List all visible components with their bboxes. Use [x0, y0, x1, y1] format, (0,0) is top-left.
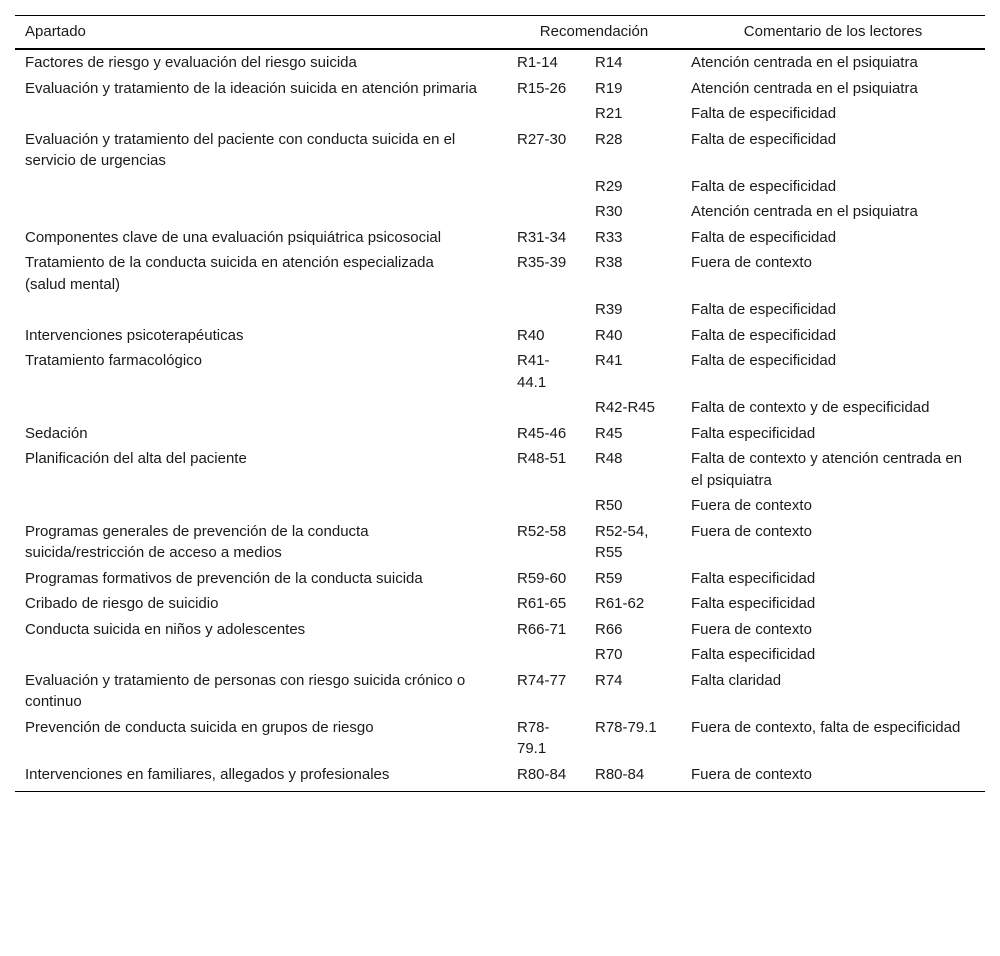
cell-comentario: Falta claridad: [691, 671, 782, 689]
cell-apartado: [15, 395, 507, 421]
cell-recomendacion: R74: [595, 671, 623, 689]
cell-recomendacion: R30: [595, 203, 623, 220]
cell-comentario: Falta de especificidad: [691, 301, 837, 318]
cell-comentario: Falta de especificidad: [691, 177, 837, 195]
cell-rango: R35-39: [517, 254, 567, 271]
table-row: [15, 297, 985, 323]
cell-apartado: Evaluación y tratamiento del paciente con conducta suicida en el servicio de urgencias: [25, 130, 456, 169]
cell-apartado: Componentes clave de una evaluación psiquiátrica psicosocial: [25, 228, 442, 246]
cell-recomendacion: R48: [595, 450, 623, 467]
cell-rango: R59-60: [517, 569, 567, 587]
cell-rango: R61-65: [517, 595, 567, 612]
table-row: [15, 174, 985, 200]
cell-recomendacion: R59: [595, 569, 623, 587]
table-row: [15, 566, 985, 592]
cell-rango: R48-51: [517, 450, 567, 467]
cell-comentario: Atención centrada en el psiquiatra: [691, 54, 918, 71]
table-row: [15, 591, 985, 617]
cell-comentario: Falta especificidad: [691, 595, 816, 612]
cell-rango: R78-79.1: [517, 718, 550, 757]
cell-rango: R45-46: [517, 424, 567, 442]
cell-comentario: Falta de contexto y atención centrada en el psiquiatra: [691, 450, 963, 489]
table-row: [15, 348, 985, 395]
cell-rango: [507, 493, 585, 519]
table-body: [15, 49, 985, 792]
table-row: [15, 199, 985, 225]
cell-apartado: [15, 642, 507, 668]
cell-apartado: Prevención de conducta suicida en grupos de riesgo: [25, 718, 374, 736]
table-row: [15, 250, 985, 297]
cell-comentario: Fuera de contexto: [691, 522, 812, 540]
table-row: [15, 519, 985, 566]
table-row: [15, 762, 985, 792]
cell-recomendacion: R50: [595, 497, 623, 514]
table-row: [15, 101, 985, 127]
cell-recomendacion: R42-R45: [595, 399, 656, 416]
table-row: [15, 76, 985, 102]
cell-apartado: Tratamiento farmacológico: [25, 352, 203, 369]
cell-apartado: Evaluación y tratamiento de personas con riesgo suicida crónico o continuo: [25, 671, 466, 710]
table-row: [15, 395, 985, 421]
cell-apartado: [15, 297, 507, 323]
cell-comentario: Fuera de contexto: [691, 620, 812, 638]
header-apartado: Apartado: [15, 16, 507, 50]
cell-rango: R52-58: [517, 522, 567, 540]
cell-comentario: Falta de especificidad: [691, 105, 837, 122]
table-row: [15, 225, 985, 251]
cell-apartado: Programas generales de prevención de la conducta suicida/restricción de acceso a medios: [25, 522, 369, 561]
cell-comentario: Atención centrada en el psiquiatra: [691, 79, 918, 97]
cell-comentario: Atención centrada en el psiquiatra: [691, 203, 918, 220]
cell-comentario: Fuera de contexto: [691, 497, 812, 514]
cell-apartado: Conducta suicida en niños y adolescentes: [25, 620, 306, 638]
cell-comentario: Falta de especificidad: [691, 130, 837, 148]
cell-apartado: [15, 101, 507, 127]
cell-recomendacion: R45: [595, 424, 623, 442]
cell-rango: R1-14: [517, 54, 558, 71]
cell-recomendacion: R14: [595, 54, 623, 71]
table-row: [15, 49, 985, 76]
cell-rango: R31-34: [517, 228, 567, 246]
cell-rango: R27-30: [517, 130, 567, 148]
cell-comentario: Falta especificidad: [691, 646, 816, 663]
table-row: [15, 493, 985, 519]
cell-rango: [507, 642, 585, 668]
cell-apartado: Intervenciones en familiares, allegados y profesionales: [15, 762, 507, 792]
cell-rango: [507, 174, 585, 200]
header-recomendacion: Recomendación: [507, 16, 681, 50]
cell-apartado: Factores de riesgo y evaluación del riesgo suicida: [25, 54, 357, 71]
cell-apartado: Planificación del alta del paciente: [25, 450, 247, 467]
table-row: [15, 668, 985, 715]
cell-comentario: Fuera de contexto: [691, 254, 812, 271]
cell-comentario: Falta de especificidad: [691, 228, 837, 246]
cell-recomendacion: R40: [595, 326, 623, 344]
cell-recomendacion: R19: [595, 79, 623, 97]
cell-rango: [507, 199, 585, 225]
cell-recomendacion: R28: [595, 130, 623, 148]
cell-rango: [507, 297, 585, 323]
cell-rango: R41-44.1: [517, 352, 550, 391]
cell-comentario: Fuera de contexto, falta de especificidad: [691, 718, 961, 736]
cell-recomendacion: R29: [595, 177, 623, 195]
cell-recomendacion: R33: [595, 228, 623, 246]
cell-rango: R15-26: [517, 79, 567, 97]
cell-apartado: Evaluación y tratamiento de la ideación suicida en atención primaria: [25, 79, 477, 97]
table-row: [15, 127, 985, 174]
table-row: [15, 715, 985, 762]
recommendations-table: [15, 15, 985, 792]
cell-rango: [507, 101, 585, 127]
table-header: [15, 16, 985, 50]
cell-rango: R66-71: [517, 620, 567, 638]
table-row: [15, 642, 985, 668]
cell-apartado: Intervenciones psicoterapéuticas: [25, 326, 244, 344]
header-comentario: Comentario de los lectores: [681, 16, 985, 50]
cell-recomendacion: R61-62: [595, 595, 645, 612]
cell-apartado: Programas formativos de prevención de la conducta suicida: [25, 569, 423, 587]
cell-recomendacion: R66: [595, 620, 623, 638]
cell-recomendacion: R78-79.1: [595, 718, 657, 736]
cell-rango: R40: [517, 326, 545, 344]
cell-recomendacion: R41: [595, 352, 623, 369]
table-row: [15, 446, 985, 493]
cell-apartado: [15, 199, 507, 225]
cell-comentario: Falta de especificidad: [691, 326, 837, 344]
cell-recomendacion: R52-54, R55: [595, 522, 649, 561]
table-row: [15, 421, 985, 447]
cell-recomendacion: R80-84: [585, 762, 681, 792]
cell-apartado: [15, 174, 507, 200]
cell-rango: R80-84: [507, 762, 585, 792]
cell-apartado: Cribado de riesgo de suicidio: [25, 595, 219, 612]
cell-apartado: Sedación: [25, 424, 88, 442]
cell-recomendacion: R70: [595, 646, 623, 663]
table-row: [15, 617, 985, 643]
cell-recomendacion: R21: [595, 105, 623, 122]
cell-apartado: Tratamiento de la conducta suicida en atención especializada (salud mental): [25, 254, 434, 293]
cell-apartado: [15, 493, 507, 519]
cell-comentario: Falta de especificidad: [691, 352, 837, 369]
cell-rango: R74-77: [517, 671, 567, 689]
table-row: [15, 323, 985, 349]
cell-recomendacion: R38: [595, 254, 623, 271]
cell-comentario: Fuera de contexto: [681, 762, 985, 792]
cell-recomendacion: R39: [595, 301, 623, 318]
cell-comentario: Falta especificidad: [691, 569, 816, 587]
cell-comentario: Falta especificidad: [691, 424, 816, 442]
cell-comentario: Falta de contexto y de especificidad: [691, 399, 930, 416]
cell-rango: [507, 395, 585, 421]
